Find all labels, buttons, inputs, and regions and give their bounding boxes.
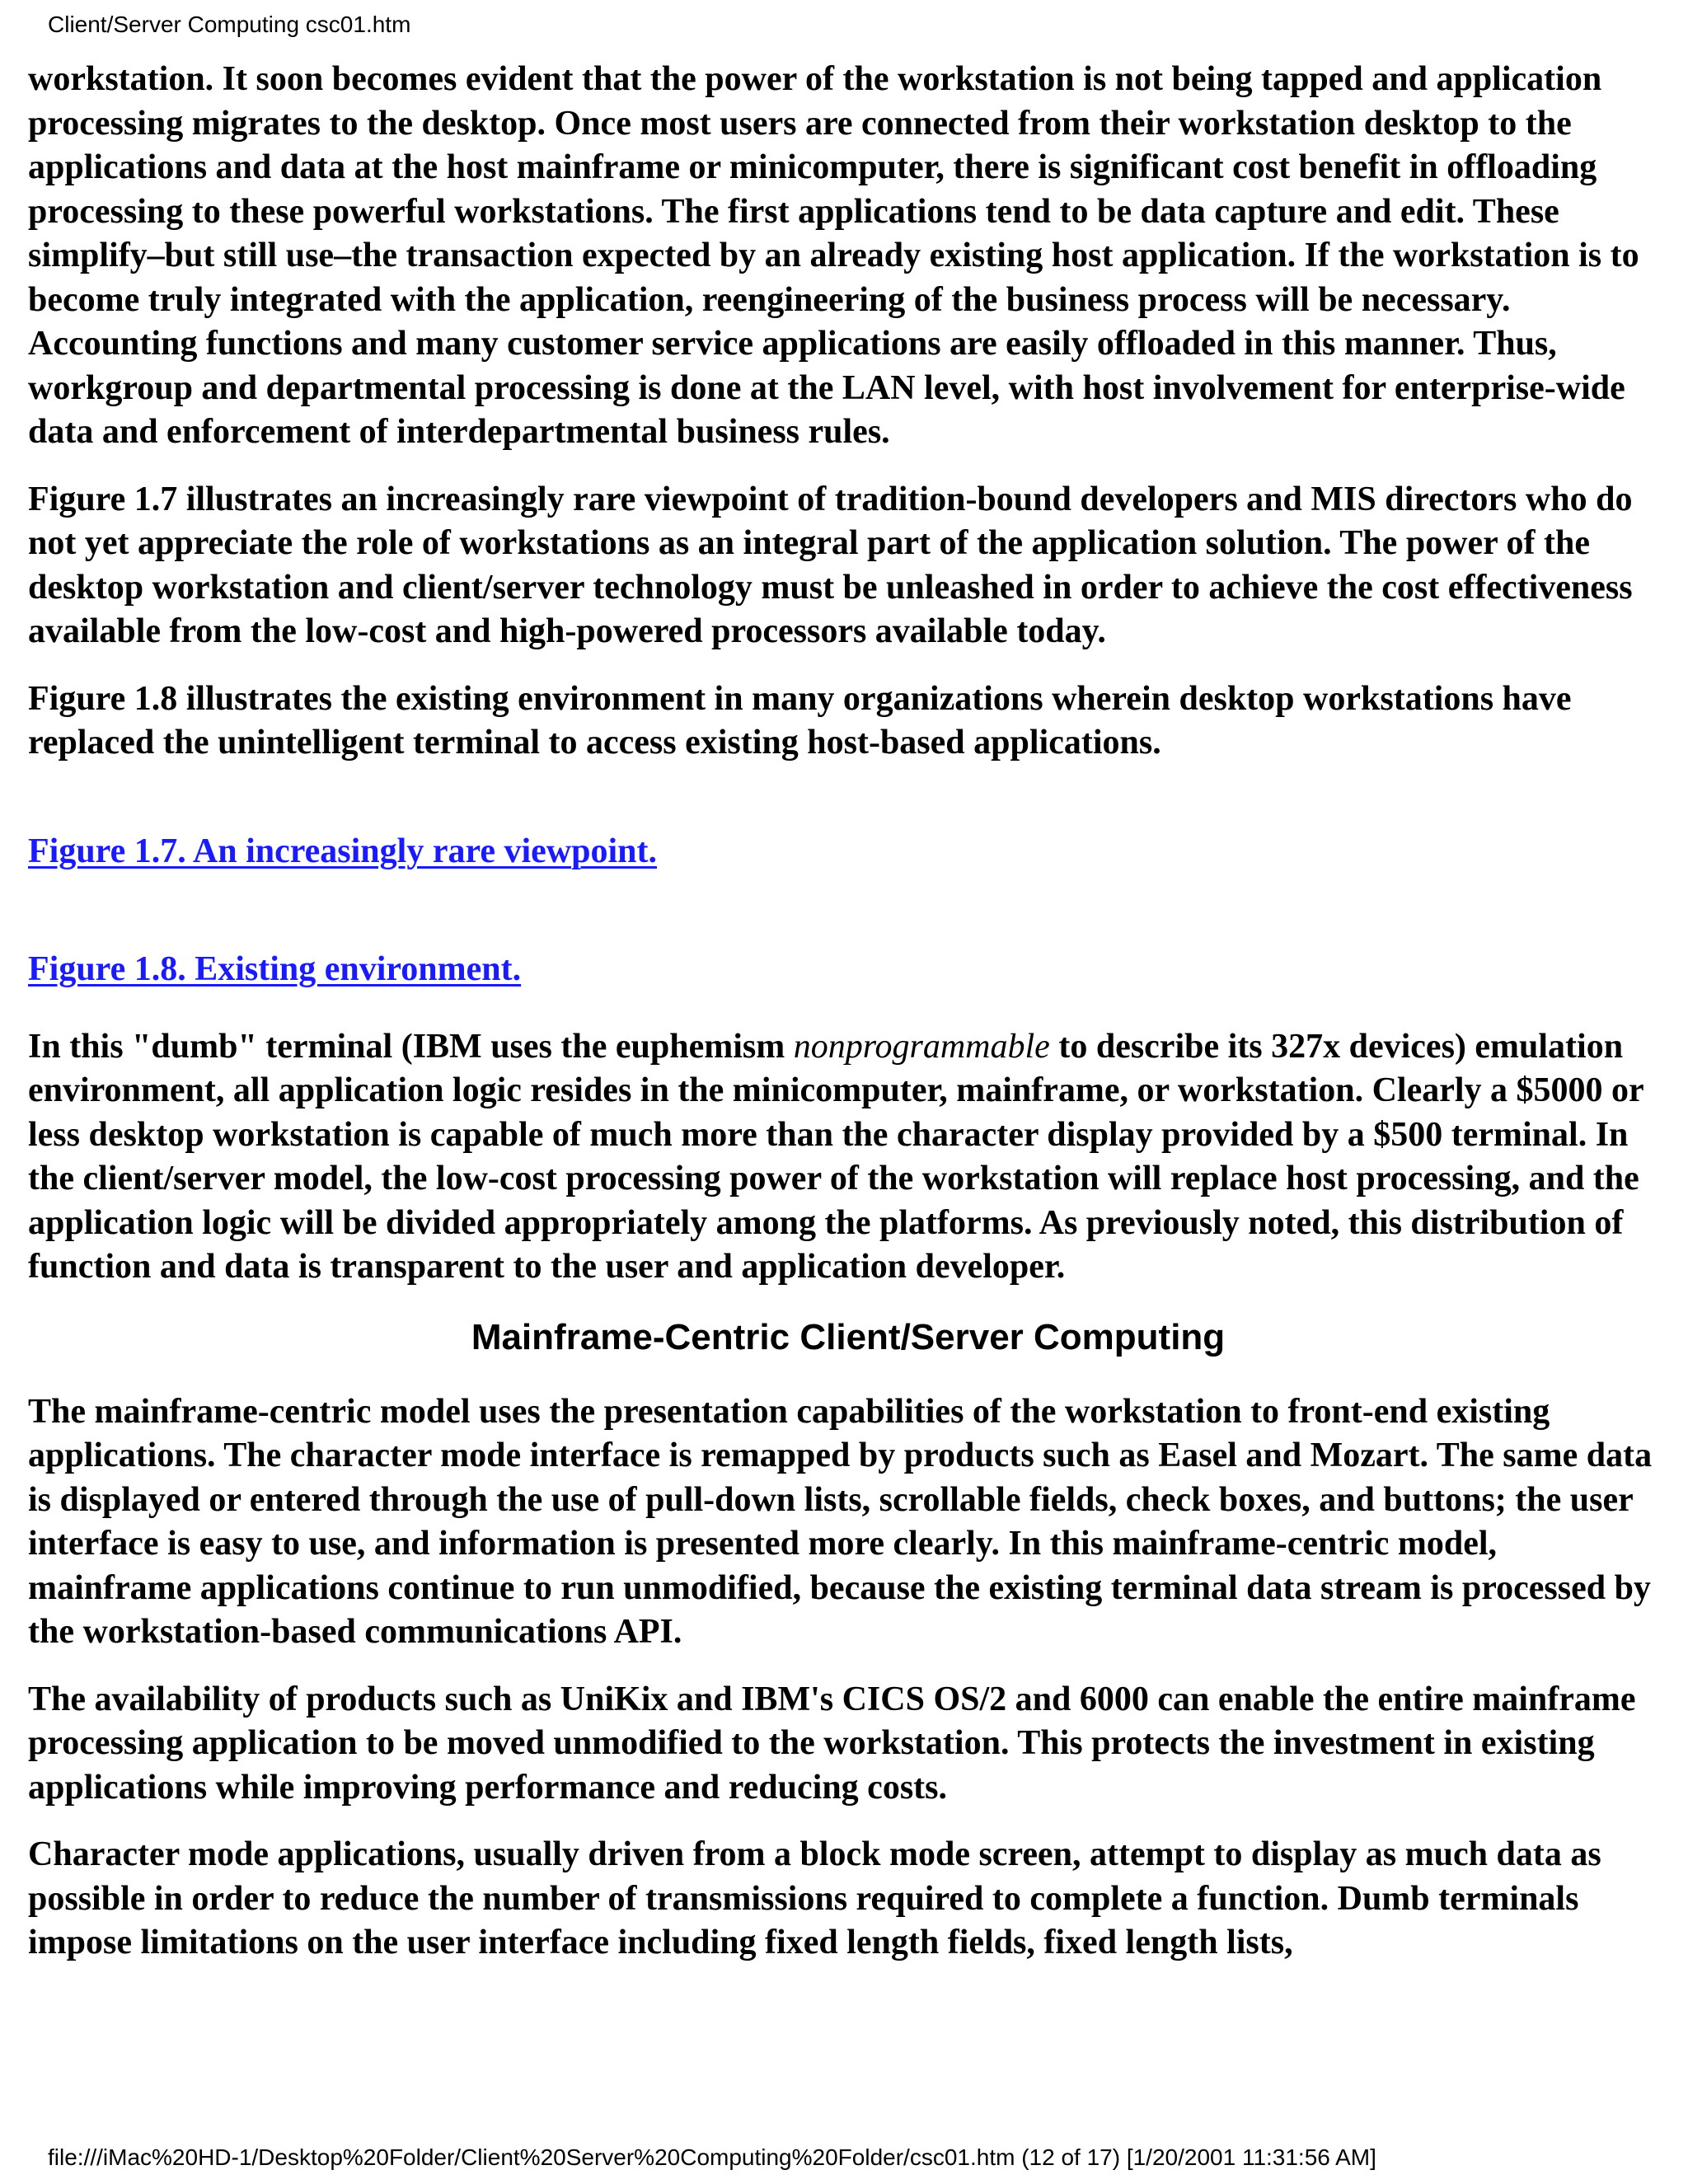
figure-1-7-link[interactable]: Figure 1.7. An increasingly rare viewpoint. (28, 832, 657, 870)
figure-1-8-link-row (28, 948, 1668, 992)
figure-1-8-link[interactable]: Figure 1.8. Existing environment. (28, 950, 522, 988)
paragraph-character-mode-applications: Character mode applications, usually driven from a block mode screen, attempt to display as much data as possible in order to reduce the number of transmissions required to complete a function. Dumb terminals impose limitations on the user interface including fixed length fields, fixed length lists, (28, 1835, 1601, 1961)
paragraph-figure-1-8-description: Figure 1.8 illustrates the existing environment in many organizations wherein desktop workstations have replaced the unintelligent terminal to access existing host-based applications. (28, 679, 1572, 762)
paragraph-dumb-terminal-part-2: to describe its 327x devices) emulation environment, all application logic resides in the minicomputer, mainframe, or workstation. Clearly a $5000 or less desktop workstation is capable of much more than the character display provided by a $500 terminal. In the client/server model, the low-cost processing power of the workstation will replace host processing, and the application logic will be divided appropriately among the platforms. As previously noted, this distribution of function and data is transparent to the user and application developer. (28, 1027, 1643, 1286)
paragraph-unikix-cics: The availability of products such as UniKix and IBM's CICS OS/2 and 6000 can enable the entire mainframe processing application to be moved unmodified to the workstation. This protects the investment in existing applications while improving performance and reducing costs. (28, 1680, 1636, 1807)
paragraph-figure-1-7-description: Figure 1.7 illustrates an increasingly rare viewpoint of tradition-bound developers and MIS directors who do not yet appreciate the role of workstations as an integral part of the application solution. The power of the desktop workstation and client/server technology must be unleashed in order to achieve the cost effectiveness available from the low-cost and high-powered processors available today. (28, 480, 1633, 650)
paragraph-dumb-terminal (28, 1025, 1668, 1290)
figure-1-7-link-row (28, 830, 1668, 874)
page-header-title: Client/Server Computing csc01.htm (48, 12, 411, 37)
paragraph-dumb-terminal-part-1: In this "dumb" terminal (IBM uses the euphemism (28, 1027, 794, 1066)
term-nonprogrammable: nonprogrammable (793, 1027, 1050, 1066)
document-body (28, 58, 1668, 1966)
paragraph-mainframe-centric-model: The mainframe-centric model uses the presentation capabilities of the workstation to front-end existing applications. The character mode interface is remapped by products such as Easel and Mozart. The same data is displayed or entered through the use of pull-down lists, scrollable fields, check boxes, and buttons; the user interface is easy to use, and information is presented more clearly. In this mainframe-centric model, mainframe applications continue to run unmodified, because the existing terminal data stream is processed by the workstation-based communications API. (28, 1392, 1653, 1651)
page-footer-url: file:///iMac%20HD-1/Desktop%20Folder/Client%20Server%20Computing%20Folder/csc01.htm (12 of 17) [1/20/2001 11:31:56 AM] (48, 2144, 1376, 2170)
paragraph-workstation-offloading: workstation. It soon becomes evident that the power of the workstation is not being tapped and application processing migrates to the desktop. Once most users are connected from their workstation desktop to the applications and data at the host mainframe or minicomputer, there is significant cost benefit in offloading processing to these powerful workstations. The first applications tend to be data capture and edit. These simplify–but still use–the transaction expected by an already existing host application. If the workstation is to become truly integrated with the application, reengineering of the business process will be necessary. Accounting functions and many customer service applications are easily offloaded in this manner. Thus, workgroup and departmental processing is done at the LAN level, with host involvement for enterprise-wide data and enforcement of interdepartmental business rules. (28, 60, 1639, 451)
section-heading-mainframe-centric: Mainframe-Centric Client/Server Computing (471, 1316, 1226, 1357)
